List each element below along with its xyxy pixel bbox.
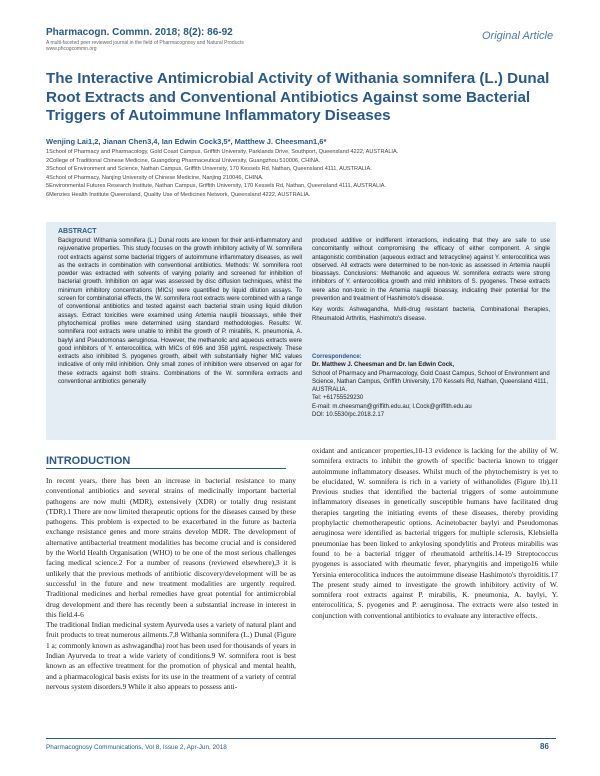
- affiliation: 5Environmental Futures Research Institute, Nathan Campus, Griffith University, 170 Kessels Rd, Nathan, Queensland 4111, AUSTRALIA.: [46, 183, 387, 190]
- abstract-text-left: Background: Withania somnifera (L.) Dunal roots are known for their anti-inflammatory and rejuvenative properties. This study focuses on the growth inhibitory activity of W. somnifera root extracts against some bacterial triggers of autoimmune inflammatory diseases, as well as the extracts in combination with conventional antibiotics. Methods: W. somnifera root powder was extracted with solvents of varying polarity and screened for inhibition of bacterial growth. Inhibition on agar was assessed by disc diffusion techniques, whilst the minimum inhibitory concentrations (MICs) were quantified by liquid dilution assays. To screen for combinatorial effects, the W. somnifera root extracts were combined with a range of conventional antibiotics and tested against each bacterial strain using liquid dilution assays. Extract toxicities were examined using Artemia nauplii bioassays, while their phytochemical profiles were determined using standard methodologies. Results: W. somnifera root extracts were unable to inhibit the growth of P. mirabilis, K. pneumonia, A. baylyi and Pseudomonas aeruginosa. However, the methanolic and aqueous extracts were good inhibitors of Y. enterocolitica, with MICs of 696 and 358 µg/mL respectively. These extracts also inhibited S. pyogenes growth, albeit with substantially higher MIC values indicative of only mild inhibition. Only small zones of inhibition were observed on agar for these extracts against both strains. Combinations of the W. somnifera extracts and conventional antibiotics generally: [58, 238, 302, 386]
- journal-tagline: [46, 40, 346, 52]
- paragraph: oxidant and anticancer properties,10-13 evidence is lacking for the ability of W. somnifera extracts to inhibit the growth of specific bacteria known to trigger autoimmune inflammatory diseases. Whilst much of the phytochemistry is yet to be elucidated, W. somnifera is rich in a variety of withanolides (Figure 1b).11 Previous studies that identified the bacterial triggers of some autoimmune inflammatory diseases in genetically susceptible humans have facilitated drug therapies targeting the initiating events of these diseases, thereby providing prophylactic chemotherapeutic options. Acinetobacter baylyi and Pseudomonas aeruginosa were identified as bacterial triggers for multiple sclerosis, Klebsiella pneumoniae has been linked to ankylosing spondylitis and Proteus mirabilis was found to be a bacterial trigger of rheumatoid arthritis.14-19 Streptococcus pyogenes is associated with rheumatic fever, pharyngitis and impetigo16 while Yersinia enterocolitica induces the autoimmune disease Hashimoto's thyroiditis.17 The present study aimed to investigate the growth inhibitory activity of W. somnifera root extracts against P. mirabilis, K. pneumonia, A. baylyi, Y. enterocolitica, S. pyogenes and P. aeruginosa. The extracts were also tested in conjunction with conventional antibiotics to evaluate any interactive effects.: [312, 446, 558, 620]
- affiliation: 6Menzies Health Institute Queensland, Quality Use of Medicines Network, Queensland 4222, AUSTRALIA.: [46, 191, 311, 198]
- intro-column-left: [46, 476, 296, 692]
- journal-citation: Pharmacogn. Commn. 2018; 8(2): 86-92: [46, 27, 233, 38]
- footer-divider: [46, 738, 556, 739]
- affiliation: 3School of Environment and Science, Nathan Campus, Griffith University, 170 Kessels Rd, Nathan, Queensland 4111, AUSTRALIA.: [46, 166, 372, 173]
- article-type-badge: Original Article: [482, 30, 554, 42]
- paragraph: In recent years, there has been an increase in bacterial resistance to many conventional antibiotics and several strains of medicinally important bacterial pathogens are now multi (MDR), extensively (XDR) or totally drug resistant (TDR).1 There are now limited therapeutic options for the diseases caused by these pathogens. This problem is expected to be exacerbated in the future as bacteria exchange resistance genes and more strains develop MDR. The development of alternative antibacterial treatment modalities has become crucial and is considered by the World Health Organisation (WHO) to be one of the most serious challenges facing medical science.2 For a number of reasons (reviewed elsewhere),3 it is unlikely that the previous methods of antibiotic discovery/development will be as successful in the future and new treatment modalities are urgently required. Traditional medicines and herbal remedies have great potential for antimicrobial drug development and there has recently been a substantial increase in interest in this field.4-6: [46, 476, 296, 619]
- affiliations: [46, 148, 566, 200]
- article-title: The Interactive Antimicrobial Activity of Withania somnifera (L.) Dunal Root Extracts and Conventional Antibiotics Against some Bacterial Triggers of Autoimmune Inflammatory Diseases: [46, 70, 550, 124]
- journal-website[interactable]: www.phcogcommn.org: [46, 46, 97, 52]
- correspondence-names: Dr. Matthew J. Cheesman and Dr. Ian Edwin Cock,: [312, 362, 455, 369]
- correspondence-label: Correspondence:: [312, 354, 362, 360]
- affiliation: 1School of Pharmacy and Pharmacology, Gold Coast Campus, Griffith University, Parklands Drive, Southport, Queensland 4222, AUSTRALIA.: [46, 149, 399, 155]
- affiliation: 2College of Traditional Chinese Medicine, Guangdong Pharmaceutical University, Guangzhou 510006, CHINA.: [46, 157, 321, 164]
- correspondence-block: [312, 353, 550, 419]
- author-list: Wenjing Lai1,2, Jianan Chen3,4, Ian Edwin Cock3,5*, Matthew J. Cheesman1,6*: [46, 137, 327, 146]
- doi[interactable]: DOI: 10.5530/pc.2018.2.17: [312, 412, 385, 419]
- abstract-text-right: [312, 237, 550, 323]
- page-number: 86: [540, 742, 549, 751]
- footer-journal-issue: Pharmacognosy Communications, Vol 8, Issue 2, Apr-Jun, 2018: [46, 744, 227, 751]
- abstract-conclusion: produced additive or indifferent interactions, indicating that they are safe to use concomitantly without compromising the efficacy of either component. A single antagonistic combination (aqueous extract and tetracycline) against Y. enterocolitica was observed. All extracts were determined to be non-toxic as assessed in Artemia nauplii bioassays. Conclusions: Methanolic and aqueous W. somnifera extracts were strong inhibitors of Y. enterocolitica growth and mild inhibitors of S. pyogenes. These extracts were also non-toxic in the Artemia nauplii bioassay, indicating their potential for the prevention and treatment of Hashimoto's disease.: [312, 238, 550, 303]
- paragraph: The traditional Indian medicinal system Ayurveda uses a variety of natural plant and fruit products to treat numerous ailments.7,8 Withania somnifera (L.) Dunal (Figure 1 a; commonly known as ashwagandha) root has been used for thousands of years in Indian Ayurveda to treat a wide variety of conditions.9 W. somnifera root is best known as an effective treatment for the promotion of physical and mental health, and a pharmacological basis exists for its use in the treatment of a variety of central nervous system disorders.9 While it also appears to possess anti-: [46, 620, 296, 691]
- section-heading-introduction: INTRODUCTION: [46, 455, 131, 467]
- correspondence-address: School of Pharmacy and Pharmacology, Gold Coast Campus, School of Environment and Science, Nathan Campus, Griffith University, 170 Kessels Rd, Nathan, Queensland 4111, AUSTRALIA.: [312, 370, 550, 394]
- abstract-heading: ABSTRACT: [58, 228, 97, 235]
- journal-tagline-text: A multi-faceted peer reviewed journal in the field of Pharmacognosy and Natural Products: [46, 40, 244, 46]
- affiliation: 4School of Pharmacy, Nanjing University of Chinese Medicine, Nanjing 210046, CHINA.: [46, 174, 264, 181]
- section-divider: [46, 468, 286, 469]
- intro-column-right: [312, 446, 558, 621]
- correspondence-tel: Tel: +61755529230: [312, 395, 364, 402]
- keywords: Key words: Ashwagandha, Multi-drug resistant bacteria, Combinational therapies, Rheumatoid Arthritis, Hashimoto's disease.: [312, 307, 550, 322]
- correspondence-email[interactable]: E-mail: m.cheesman@griffith.edu.au; I.Cock@griffith.edu.au: [312, 403, 472, 410]
